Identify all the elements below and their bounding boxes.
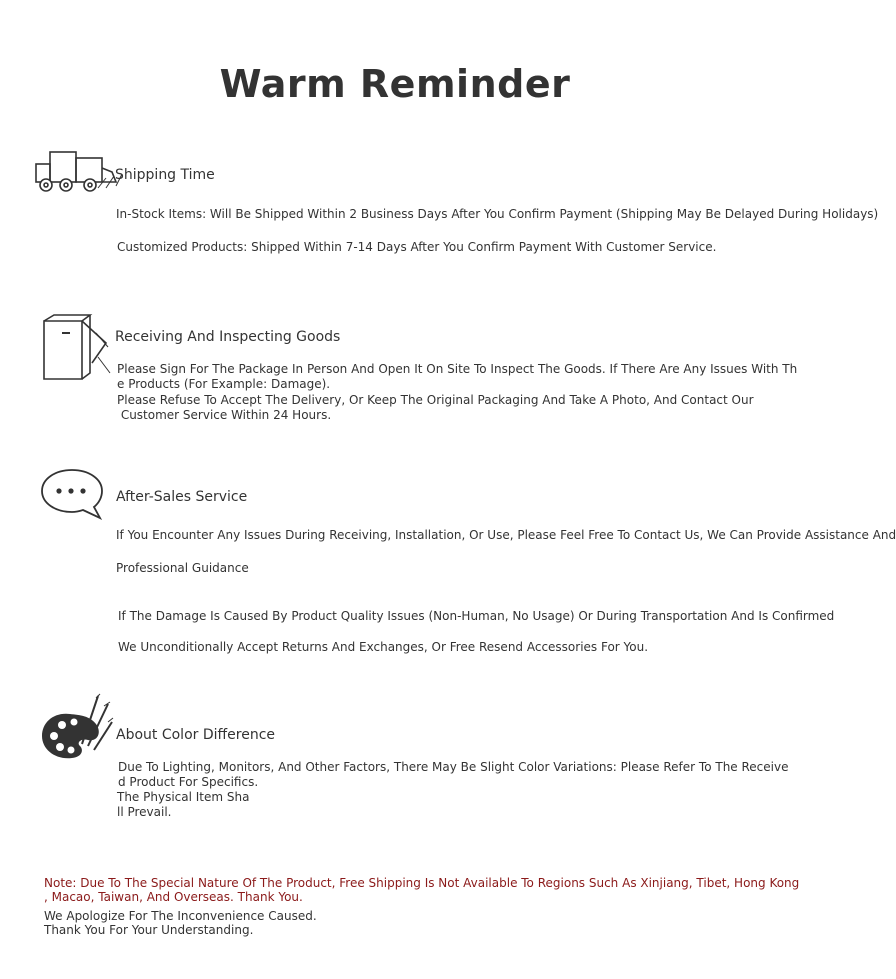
- aftersales-text-returns: We Unconditionally Accept Returns And Exchanges, Or Free Resend Accessories For You.: [118, 640, 649, 654]
- chat-bubble-icon: [40, 467, 104, 521]
- page-title: Warm Reminder: [219, 62, 571, 106]
- color-text-variation: Due To Lighting, Monitors, And Other Factors, There May Be Slight Color Variations: Please Refer To The Receive d Product For Specifics.: [118, 760, 789, 789]
- receiving-text-refuse: Please Refuse To Accept The Delivery, Or Keep The Original Packaging And Take A Photo, And Contact Our Customer Service Within 24 Hours.: [117, 393, 754, 422]
- truck-icon: [34, 150, 124, 194]
- aftersales-text-guidance: Professional Guidance: [116, 561, 249, 575]
- aftersales-text-damage: If The Damage Is Caused By Product Quality Issues (Non-Human, No Usage) Or During Transportation And Is Confirmed: [118, 609, 835, 623]
- section-heading-receiving: Receiving And Inspecting Goods: [115, 329, 341, 345]
- apology-note: We Apologize For The Inconvenience Caused. Thank You For Your Understanding.: [44, 909, 317, 937]
- palette-icon: [40, 692, 114, 760]
- aftersales-text-contact: If You Encounter Any Issues During Receiving, Installation, Or Use, Please Feel Free To Contact Us, We Can Provide Assistance And: [116, 528, 896, 542]
- section-heading-aftersales: After-Sales Service: [116, 489, 248, 505]
- section-heading-color: About Color Difference: [116, 727, 276, 743]
- package-box-icon: [40, 313, 112, 381]
- shipping-text-instock: In-Stock Items: Will Be Shipped Within 2 Business Days After You Confirm Payment (Shipping May Be Delayed During Holidays): [116, 207, 879, 221]
- color-text-prevail: The Physical Item Sha ll Prevail.: [117, 790, 250, 819]
- shipping-text-customized: Customized Products: Shipped Within 7-14 Days After You Confirm Payment With Customer Service.: [117, 240, 717, 254]
- section-heading-shipping: Shipping Time: [115, 167, 215, 183]
- receiving-text-inspect: Please Sign For The Package In Person And Open It On Site To Inspect The Goods. If There Are Any Issues With Th e Products (For Example: Damage).: [117, 362, 798, 391]
- shipping-exclusion-note: Note: Due To The Special Nature Of The Product, Free Shipping Is Not Available To Regions Such As Xinjiang, Tibet, Hong Kong , Macao, Taiwan, And Overseas. Thank You.: [44, 876, 800, 904]
